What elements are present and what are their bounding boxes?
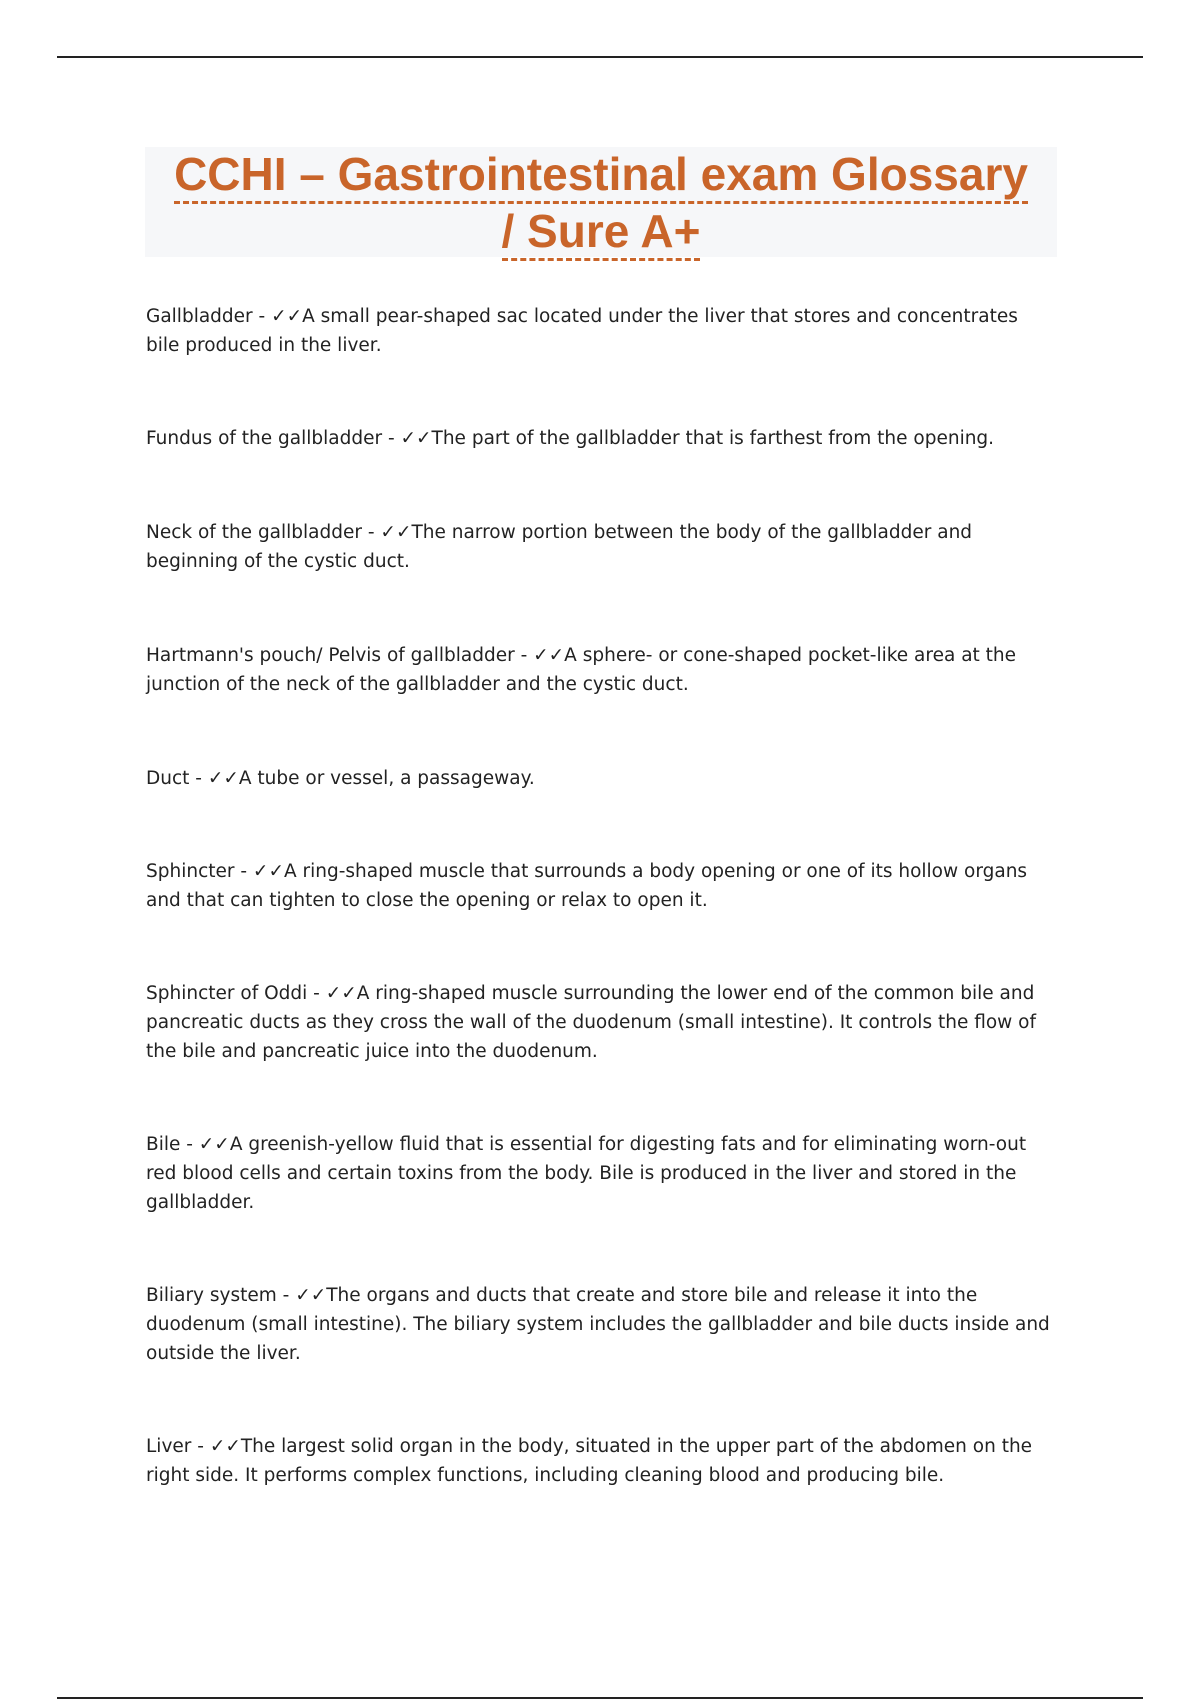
glossary-definition: A tube or vessel, a passageway. <box>238 768 535 789</box>
checkmark-separator: - ✓✓ <box>191 1436 241 1457</box>
page-title-line-2: / Sure A+ <box>502 204 701 261</box>
page-title-line-1: CCHI – Gastrointestinal exam Glossary <box>174 147 1028 204</box>
glossary-definition: A ring-shaped muscle surrounding the lower end of the common bile and pancreatic ducts as they cross the wall of the duodenum (small intestine). It controls the flow of the bile and pancreatic juice into the duodenum. <box>146 983 1037 1062</box>
glossary-definition: A greenish-yellow fluid that is essential for digesting fats and for eliminating worn-out red blood cells and certain toxins from the body. Bile is produced in the liver and stored in the gallbladder. <box>146 1134 1027 1213</box>
glossary-definition: A small pear-shaped sac located under the liver that stores and concentrates bile produced in the liver. <box>146 306 1018 356</box>
checkmark-separator: - ✓✓ <box>180 1134 230 1155</box>
glossary-definition: A ring-shaped muscle that surrounds a body opening or one of its hollow organs and that can tighten to close the opening or relax to open it. <box>146 861 1028 911</box>
glossary-definition: The largest solid organ in the body, situated in the upper part of the abdomen on the right side. It performs complex functions, including cleaning blood and producing bile. <box>146 1436 1033 1486</box>
glossary-entry <box>146 302 1056 360</box>
glossary-term: Duct <box>146 768 190 789</box>
glossary-definition: The part of the gallbladder that is farthest from the opening. <box>431 428 995 449</box>
glossary-term: Gallbladder <box>146 306 253 327</box>
checkmark-separator: - ✓✓ <box>252 306 303 327</box>
glossary-list <box>146 302 1056 1490</box>
glossary-term: Hartmann's pouch/ Pelvis of gallbladder <box>146 645 515 666</box>
glossary-entry <box>146 857 1056 915</box>
glossary-term: Fundus of the gallbladder <box>146 428 383 449</box>
glossary-term: Neck of the gallbladder <box>146 522 362 543</box>
checkmark-separator: - ✓✓ <box>276 1285 327 1306</box>
top-rule <box>57 56 1143 58</box>
glossary-term: Sphincter <box>146 861 235 882</box>
glossary-entry <box>146 1281 1056 1368</box>
glossary-entry <box>146 518 1056 576</box>
glossary-definition: The organs and ducts that create and store bile and release it into the duodenum (small intestine). The biliary system includes the gallbladder and bile ducts inside and outside the liver. <box>146 1285 1050 1364</box>
glossary-entry <box>146 1130 1056 1217</box>
checkmark-separator: - ✓✓ <box>514 645 565 666</box>
checkmark-separator: - ✓✓ <box>307 983 357 1004</box>
glossary-entry <box>146 764 1056 793</box>
glossary-definition: The narrow portion between the body of the gallbladder and beginning of the cystic duct. <box>146 522 973 572</box>
checkmark-separator: - ✓✓ <box>382 428 432 449</box>
glossary-term: Biliary system <box>146 1285 277 1306</box>
glossary-term: Sphincter of Oddi <box>146 983 308 1004</box>
checkmark-separator: - ✓✓ <box>362 522 412 543</box>
title-box <box>145 147 1057 257</box>
checkmark-separator: - ✓✓ <box>189 768 239 789</box>
bottom-rule <box>57 1697 1143 1699</box>
glossary-entry <box>146 424 1056 453</box>
glossary-entry <box>146 1432 1056 1490</box>
glossary-term: Liver <box>146 1436 192 1457</box>
glossary-definition: A sphere- or cone-shaped pocket-like area at the junction of the neck of the gallbladder and the cystic duct. <box>146 645 1017 695</box>
glossary-term: Bile <box>146 1134 181 1155</box>
glossary-entry <box>146 979 1056 1066</box>
glossary-entry <box>146 641 1056 699</box>
checkmark-separator: - ✓✓ <box>234 861 284 882</box>
